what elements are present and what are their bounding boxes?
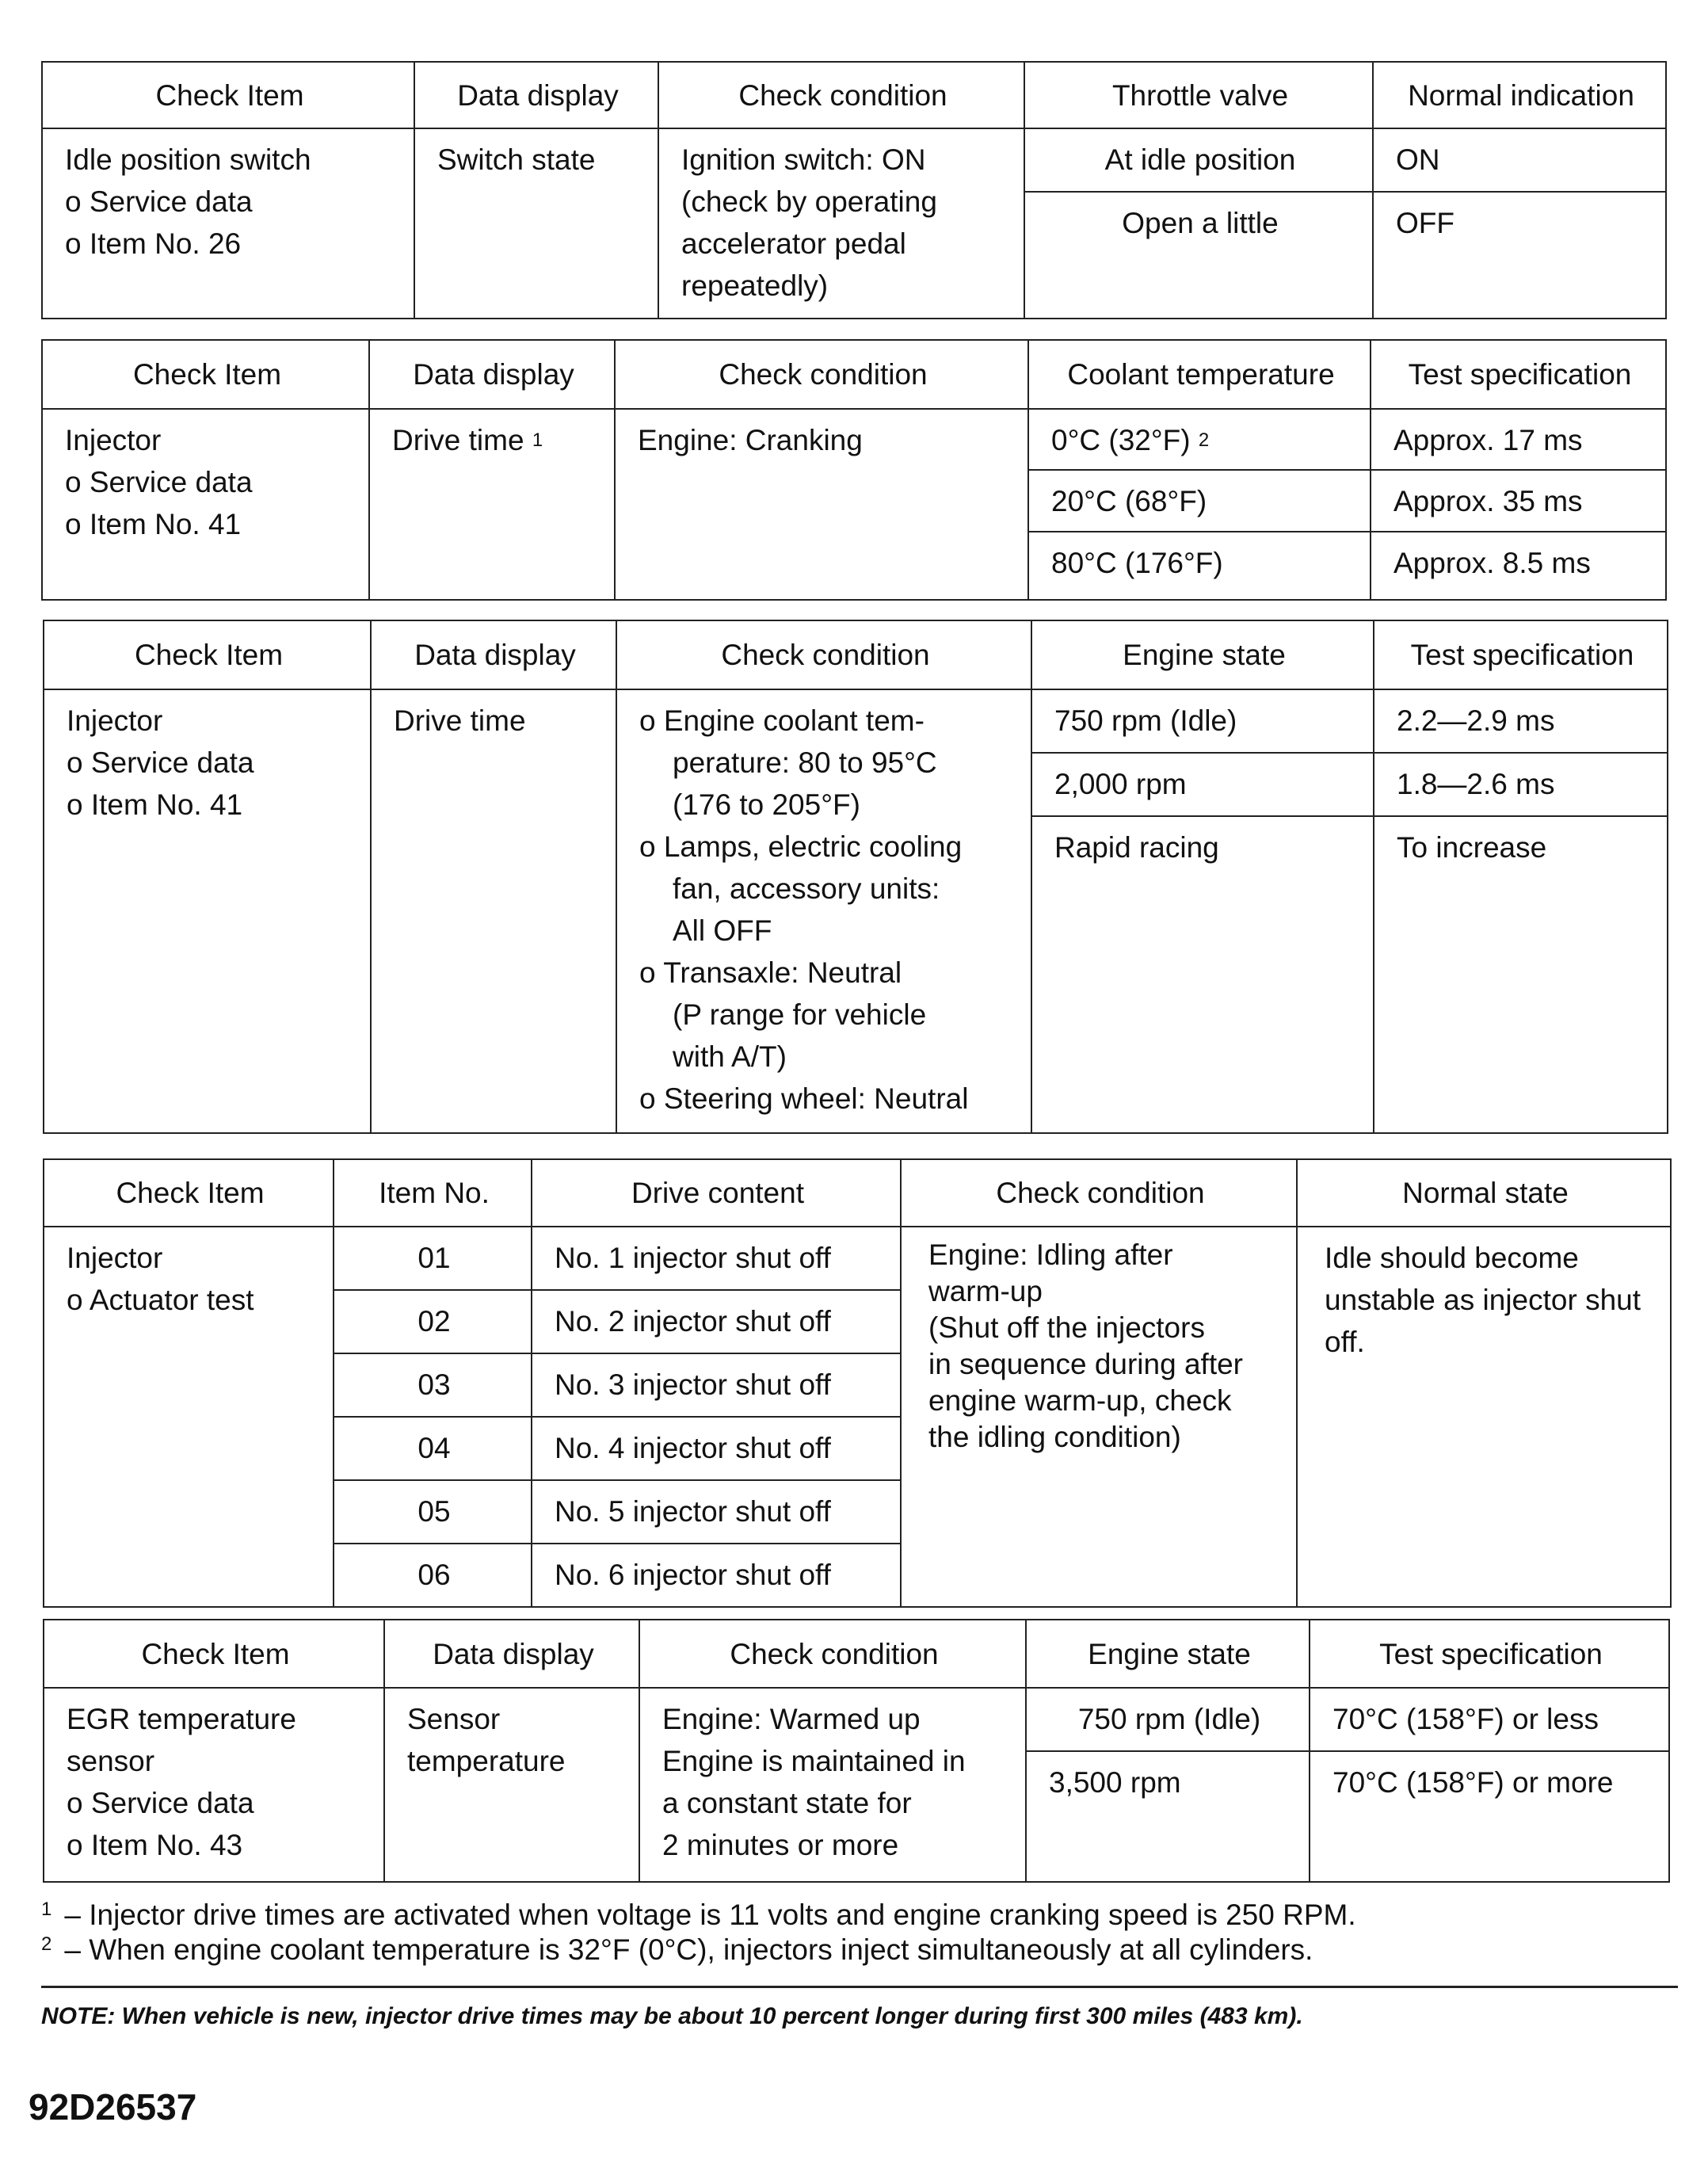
engine-state-cell: 750 rpm (Idle) — [1026, 1688, 1310, 1751]
footnote-text: – When engine coolant temperature is 32°F (0°C), injectors inject simultaneously at all cylinders. — [64, 1933, 1313, 1966]
check-condition-cell: Engine: Cranking — [615, 409, 1028, 600]
header-normal-state: Normal state — [1297, 1159, 1671, 1227]
test-spec-cell: Approx. 8.5 ms — [1371, 532, 1666, 600]
indication-cell: ON — [1373, 128, 1666, 192]
figure-code: 92D26537 — [29, 2086, 197, 2128]
header-test-specification: Test specification — [1371, 340, 1666, 409]
header-check-condition: Check condition — [615, 340, 1028, 409]
header-test-specification: Test specification — [1310, 1620, 1669, 1688]
engine-state-cell: 2,000 rpm — [1031, 753, 1374, 816]
header-check-condition: Check condition — [616, 620, 1031, 689]
data-display-cell: Switch state — [414, 128, 658, 319]
data-display-cell — [369, 409, 615, 600]
check-condition-cell — [616, 689, 1031, 1133]
test-spec-cell: Approx. 35 ms — [1371, 470, 1666, 532]
test-spec-cell: 70°C (158°F) or less — [1310, 1688, 1669, 1751]
check-item-cell: Injector o Service data o Item No. 41 — [42, 409, 369, 600]
footnote-mark: 2 — [41, 1933, 52, 1955]
drive-content-cell: No. 2 injector shut off — [532, 1290, 901, 1353]
coolant-temp-cell — [1028, 409, 1371, 470]
check-condition-cell: Engine: Idling after warm-up (Shut off the injectors in sequence during after engine warm-up, check the idling condition) — [901, 1227, 1297, 1607]
footnote-mark: 1 — [41, 1899, 52, 1920]
header-item-no: Item No. — [334, 1159, 532, 1227]
header-check-item: Check Item — [44, 1159, 334, 1227]
header-check-item: Check Item — [44, 1620, 384, 1688]
check-item-cell: Injector o Service data o Item No. 41 — [44, 689, 371, 1133]
drive-content-cell: No. 5 injector shut off — [532, 1480, 901, 1544]
header-throttle-valve: Throttle valve — [1024, 62, 1373, 128]
test-spec-cell: 70°C (158°F) or more — [1310, 1751, 1669, 1882]
coolant-temp-cell: 80°C (176°F) — [1028, 532, 1371, 600]
header-engine-state: Engine state — [1026, 1620, 1310, 1688]
header-data-display: Data display — [384, 1620, 639, 1688]
item-no-cell: 06 — [334, 1544, 532, 1607]
footnote — [41, 1899, 1356, 1932]
check-item-cell: EGR temperature sensor o Service data o Item No. 43 — [44, 1688, 384, 1882]
header-check-condition: Check condition — [658, 62, 1024, 128]
item-no-cell: 03 — [334, 1353, 532, 1417]
footnote — [41, 1933, 1313, 1967]
coolant-temp-cell: 20°C (68°F) — [1028, 470, 1371, 532]
data-display-cell: Drive time — [371, 689, 616, 1133]
header-test-specification: Test specification — [1374, 620, 1668, 689]
header-check-condition: Check condition — [639, 1620, 1026, 1688]
header-check-item: Check Item — [42, 340, 369, 409]
header-drive-content: Drive content — [532, 1159, 901, 1227]
data-display-text: Drive time — [392, 424, 524, 456]
test-spec-cell: 2.2—2.9 ms — [1374, 689, 1668, 753]
header-coolant-temperature: Coolant temperature — [1028, 340, 1371, 409]
condition-item: o Transaxle: Neutral (P range for vehicle with A/T) — [639, 956, 927, 1073]
footnote-text: – Injector drive times are activated when voltage is 11 volts and engine cranking speed is 250 RPM. — [64, 1899, 1356, 1931]
header-data-display: Data display — [414, 62, 658, 128]
engine-state-cell: 3,500 rpm — [1026, 1751, 1310, 1882]
check-item-cell: Injector o Actuator test — [44, 1227, 334, 1607]
header-check-condition: Check condition — [901, 1159, 1297, 1227]
drive-content-cell: No. 1 injector shut off — [532, 1227, 901, 1290]
condition-item: o Engine coolant tem- perature: 80 to 95°C (176 to 205°F) — [639, 704, 937, 821]
header-normal-indication: Normal indication — [1373, 62, 1666, 128]
condition-item: o Lamps, electric cooling fan, accessory units: All OFF — [639, 830, 963, 947]
item-no-cell: 01 — [334, 1227, 532, 1290]
divider — [41, 1986, 1678, 1988]
injector-idle-table — [43, 620, 1668, 1134]
throttle-state-cell: At idle position — [1024, 128, 1373, 192]
header-check-item: Check Item — [44, 620, 371, 689]
footnote-ref: 2 — [1198, 429, 1210, 451]
item-no-cell: 04 — [334, 1417, 532, 1480]
injector-cranking-table — [41, 339, 1667, 601]
test-spec-cell: Approx. 17 ms — [1371, 409, 1666, 470]
condition-item: o Steering wheel: Neutral — [639, 1082, 969, 1115]
engine-state-cell: Rapid racing — [1031, 816, 1374, 1133]
header-engine-state: Engine state — [1031, 620, 1374, 689]
footnote-ref: 1 — [532, 429, 543, 451]
test-spec-cell: 1.8—2.6 ms — [1374, 753, 1668, 816]
throttle-state-cell: Open a little — [1024, 192, 1373, 319]
header-check-item: Check Item — [42, 62, 414, 128]
drive-content-cell: No. 4 injector shut off — [532, 1417, 901, 1480]
item-no-cell: 05 — [334, 1480, 532, 1544]
check-item-cell: Idle position switch o Service data o Item No. 26 — [42, 128, 414, 319]
check-condition-cell: Engine: Warmed up Engine is maintained in a constant state for 2 minutes or more — [639, 1688, 1026, 1882]
header-data-display: Data display — [369, 340, 615, 409]
normal-state-cell: Idle should become unstable as injector shut off. — [1297, 1227, 1671, 1607]
header-data-display: Data display — [371, 620, 616, 689]
injector-actuator-table — [43, 1158, 1672, 1608]
test-spec-cell: To increase — [1374, 816, 1668, 1133]
drive-content-cell: No. 6 injector shut off — [532, 1544, 901, 1607]
indication-cell: OFF — [1373, 192, 1666, 319]
drive-content-cell: No. 3 injector shut off — [532, 1353, 901, 1417]
item-no-cell: 02 — [334, 1290, 532, 1353]
idle-switch-table — [41, 61, 1667, 319]
coolant-temp-text: 0°C (32°F) — [1051, 424, 1191, 456]
egr-sensor-table — [43, 1619, 1670, 1883]
engine-state-cell: 750 rpm (Idle) — [1031, 689, 1374, 753]
note-text: NOTE: When vehicle is new, injector drive times may be about 10 percent longer during first 300 miles (483 km). — [41, 2003, 1303, 2029]
data-display-cell: Sensor temperature — [384, 1688, 639, 1882]
check-condition-cell: Ignition switch: ON (check by operating accelerator pedal repeatedly) — [658, 128, 1024, 319]
